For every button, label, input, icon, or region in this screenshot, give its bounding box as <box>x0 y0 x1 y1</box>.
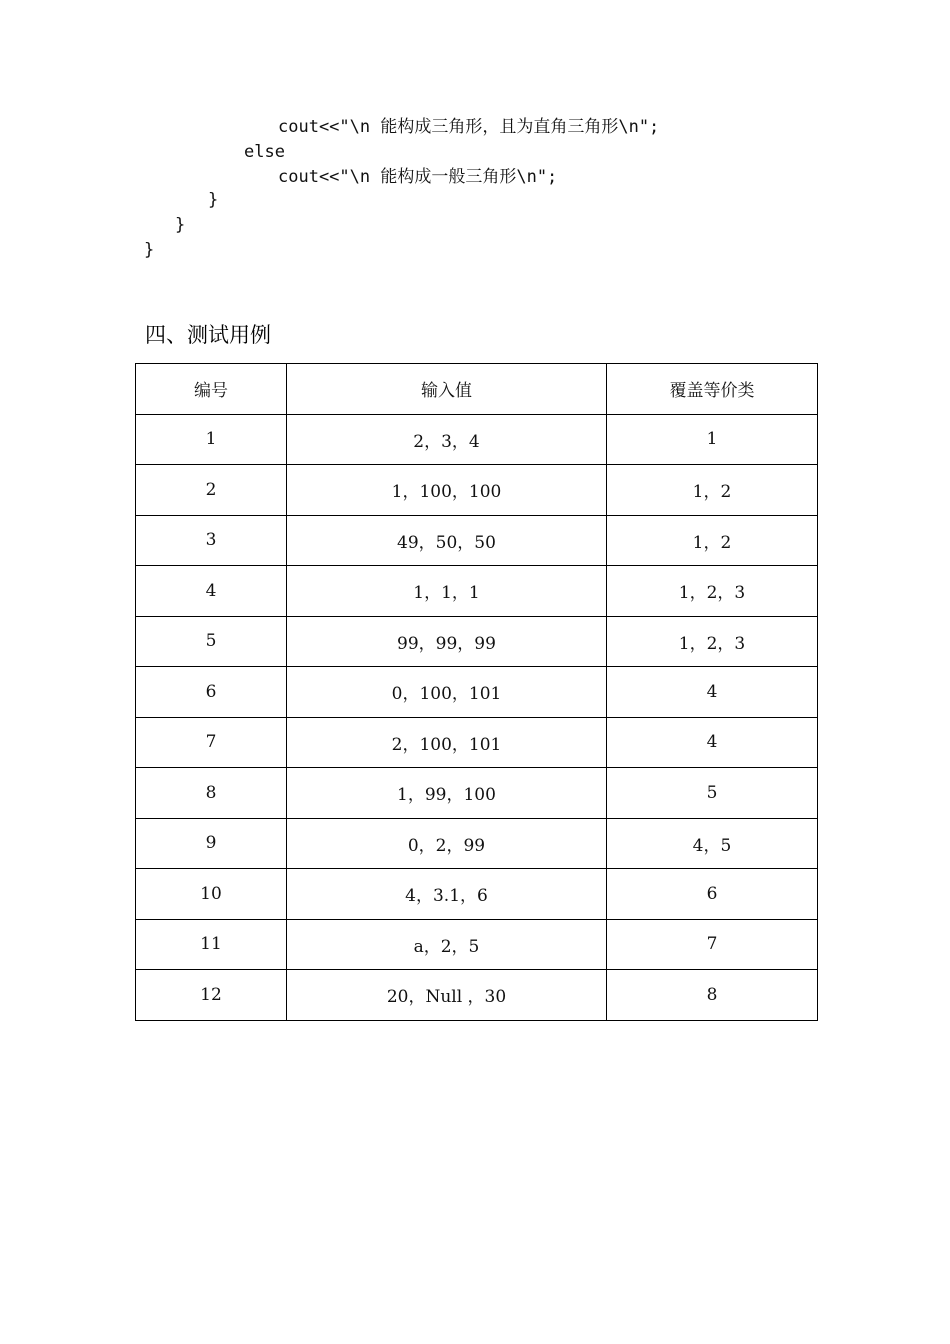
cell-input: 1，1，1 <box>287 566 607 617</box>
table-row <box>136 414 818 465</box>
table-row <box>136 869 818 920</box>
table-row <box>136 566 818 617</box>
table-row <box>136 616 818 667</box>
code-closing-brace: } <box>175 215 186 235</box>
cell-id: 4 <box>136 566 287 617</box>
cell-id: 10 <box>136 869 287 920</box>
table-header-row <box>136 364 818 415</box>
table-row <box>136 515 818 566</box>
cell-input: a，2，5 <box>287 919 607 970</box>
cell-id: 6 <box>136 667 287 718</box>
cell-id: 11 <box>136 919 287 970</box>
cell-coverage: 4 <box>607 717 818 768</box>
cell-id: 2 <box>136 465 287 516</box>
code-closing-brace: } <box>144 240 155 260</box>
cell-input: 20，Null ，30 <box>287 970 607 1021</box>
cell-coverage: 7 <box>607 919 818 970</box>
cell-input: 1，100，100 <box>287 465 607 516</box>
cell-coverage: 1，2，3 <box>607 566 818 617</box>
table-row <box>136 717 818 768</box>
cell-input: 2，100，101 <box>287 717 607 768</box>
code-line: else <box>244 142 285 162</box>
header-input: 输入值 <box>287 364 607 415</box>
header-id: 编号 <box>136 364 287 415</box>
cell-id: 5 <box>136 616 287 667</box>
cell-coverage: 4 <box>607 667 818 718</box>
cell-input: 0，100，101 <box>287 667 607 718</box>
cell-coverage: 1，2 <box>607 465 818 516</box>
cell-input: 0，2，99 <box>287 818 607 869</box>
code-line: cout<<"\n 能构成三角形，且为直角三角形\n"; <box>278 117 660 137</box>
cell-id: 7 <box>136 717 287 768</box>
table-body <box>136 414 818 1020</box>
section-heading: 四、测试用例 <box>145 323 271 347</box>
table-row <box>136 818 818 869</box>
cell-coverage: 1，2，3 <box>607 616 818 667</box>
table-row <box>136 465 818 516</box>
test-case-table <box>135 363 818 1021</box>
cell-input: 1，99，100 <box>287 768 607 819</box>
table-row <box>136 970 818 1021</box>
code-closing-brace: } <box>208 190 219 210</box>
cell-coverage: 5 <box>607 768 818 819</box>
cell-input: 99，99，99 <box>287 616 607 667</box>
table-row <box>136 919 818 970</box>
code-line: cout<<"\n 能构成一般三角形\n"; <box>278 167 558 187</box>
cell-input: 49，50，50 <box>287 515 607 566</box>
cell-input: 4，3.1，6 <box>287 869 607 920</box>
header-coverage: 覆盖等价类 <box>607 364 818 415</box>
table-row <box>136 768 818 819</box>
cell-coverage: 1，2 <box>607 515 818 566</box>
cell-id: 12 <box>136 970 287 1021</box>
cell-coverage: 6 <box>607 869 818 920</box>
cell-id: 1 <box>136 414 287 465</box>
cell-id: 8 <box>136 768 287 819</box>
cell-input: 2，3，4 <box>287 414 607 465</box>
table-row <box>136 667 818 718</box>
cell-id: 9 <box>136 818 287 869</box>
cell-id: 3 <box>136 515 287 566</box>
cell-coverage: 1 <box>607 414 818 465</box>
cell-coverage: 8 <box>607 970 818 1021</box>
cell-coverage: 4，5 <box>607 818 818 869</box>
